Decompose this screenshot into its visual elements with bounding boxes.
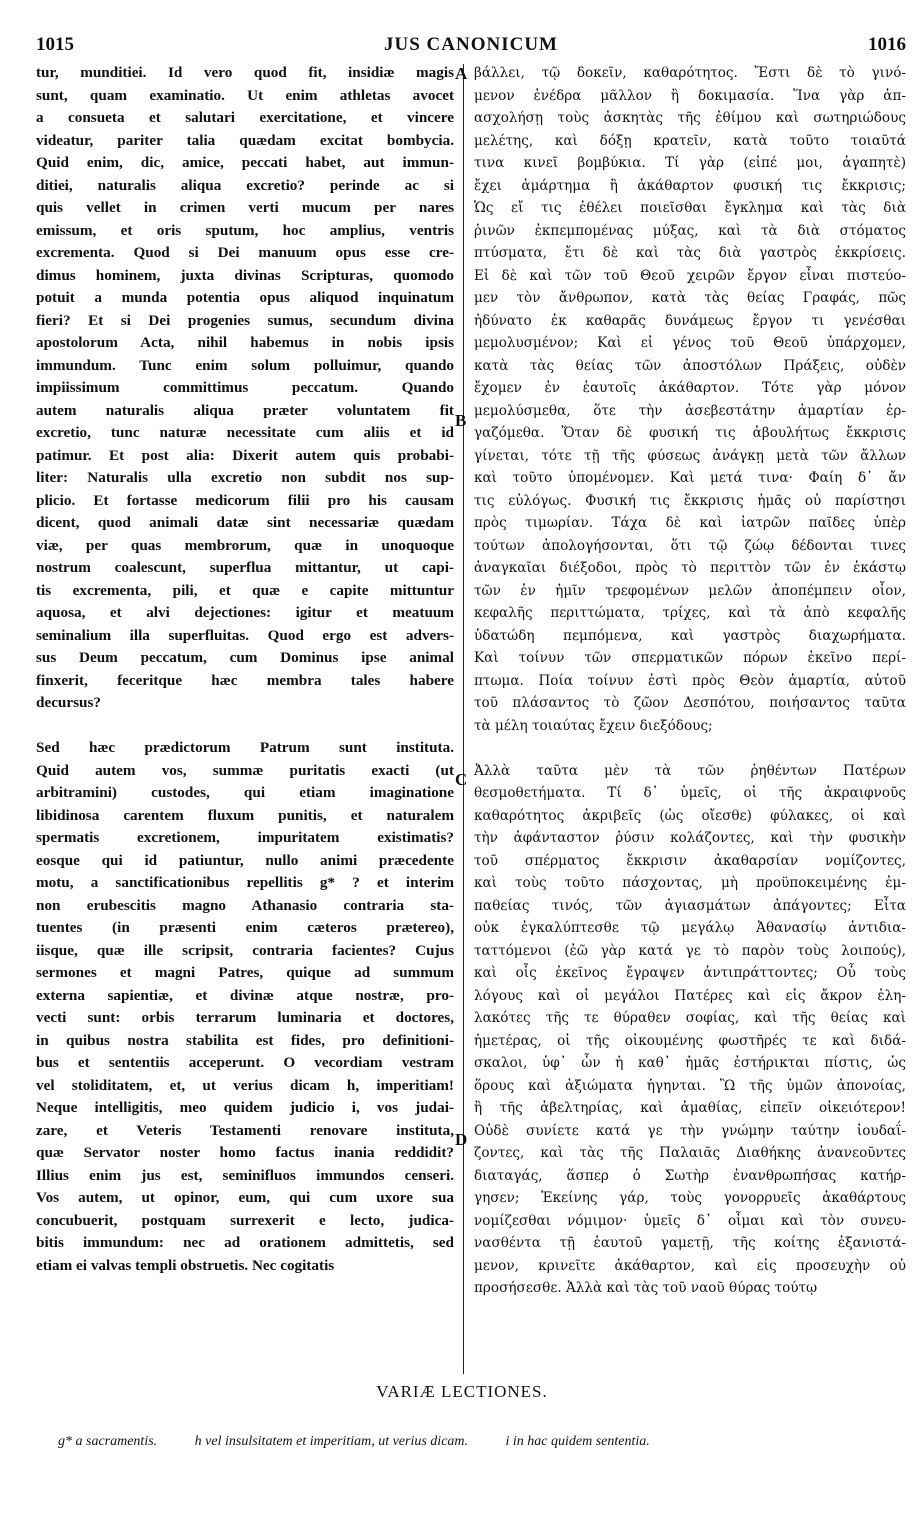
text-line: tur, munditiei. Id vero quod fit, insidiæ magis [36,64,454,81]
variant-note: i in hac quidem sententia. [505,1434,650,1449]
text-line: καὶ τοὺς τοῦτο πάσχοντας, μὴ προϋποκειμένης ἐμ- [474,875,906,891]
variant-note: g* a sacramentis. [58,1434,158,1449]
text-line: παθείας τινός, τῶν ἁγιασμάτων ἀπάγοντες; Εἶτα [474,897,906,914]
latin-paragraph-1 [36,62,454,715]
text-line: iisque, quæ ille scripsit, contraria facientes? Cujus [36,941,454,959]
text-line: quis vellet in crimen verti mucum per nares [36,199,454,216]
text-line: καὶ τοῦτο ὑπομένομεν. Καὶ μετά τινα· Φαίη δ᾽ ἄν [474,470,906,486]
text-line: γησεν; Ἐκείνης γάρ, τοὺς γονορρυεῖς ἀκαθάρτους [474,1190,906,1206]
greek-column [474,62,906,1300]
text-line: excrementa. Quod si Dei manuum opus esse cre- [36,244,454,261]
text-line: μεμολυσμένον; Καὶ εἰ γένος τοῦ Θεοῦ ὑπάρχομεν, [474,335,906,351]
text-line: καθαρότητος ἀκριβεῖς (ὡς οἴεσθε) φύλακες, οἱ καὶ [474,807,906,824]
page-number-right: 1016 [868,34,906,55]
text-line: λακότες τῆς τε θύραθεν σοφίας, καὶ τῆς θείας καὶ [474,1010,906,1026]
text-line: τινα κινεῖ βομβύκια. Τί γὰρ (εἰπέ μοι, ἀγαπητὲ) [474,155,906,171]
text-line: Sed hæc prædictorum Patrum sunt instituta. [36,739,454,756]
column-divider [463,64,464,1374]
section-marker-a: A [455,64,468,83]
text-line: motu, a sanctificationibus repellitis g* ? et interim [36,874,454,891]
text-line: τὴν ἀφάνταστον ῥύσιν κολάζοντες, καὶ τὴν φυσικὴν [474,830,906,846]
text-line: καὶ οἷς ἐκεῖνος ἔγραψεν ἀντιπράττοντες; Οὗ τοὺς [474,965,906,981]
text-line: etiam ei valvas templi obstruetis. Nec cogitatis [36,1256,335,1274]
text-line: ασχολήσῃ τοὺς ἀσκητὰς τῆς ἐθίμου καὶ σωτηριώδους [474,110,906,126]
text-line: ῥινῶν ἐκπεμπομένας μύξας, καὶ τὰ διὰ στόματος [474,222,906,239]
text-line: zare, et Veteris Testamenti renovare instituta, [36,1121,454,1139]
text-line: πρὸς τιμωρίαν. Τάχα δὲ καὶ ἰατρῶν παῖδες ὑπὲρ [474,515,906,531]
text-line: τῶν ἐν ἡμῖν τρεφομένων μελῶν ἀποπέμπειν οἷον, [474,582,906,599]
text-line: emissum, et oris sputum, hoc amplius, ventris [36,221,454,239]
text-line: ditiei, naturalis aliqua excretio? perinde ac si [36,176,454,194]
latin-column [36,62,454,1277]
text-line: bitis immundum: nec ad orationem admittetis, sed [36,1234,454,1251]
text-line: Neque intelligitis, meo quidem judicio i, vos judai- [36,1099,454,1116]
text-line: aquosa, et alvi dejectiones: igitur et meatuum [36,604,454,621]
text-line: ἢ τῆς ἀβελτηρίας, καὶ ἀμαθίας, εἰπεῖν οἰκειότερον! [474,1100,906,1116]
text-line: προσήσεσθε. Ἀλλὰ καὶ τὰς τοῦ ναοῦ θύρας τούτῳ [474,1280,818,1296]
latin-paragraph-2 [36,737,454,1277]
text-line: apostolorum Acta, nihil habemus in nobis ipsis [36,334,454,351]
text-line: a consueta et salutari exercitatione, et vincere [36,109,454,126]
text-line: τοῦ σπέρματος ἔκκρισιν ἀκαθαρσίαν νομίζοντες, [474,852,906,869]
text-line: γαζόμεθα. Ὅταν δὲ φυσική τις ἀβουλήτως ἔκκρισις [474,425,906,441]
text-line: τοῦ πλάσαντος τὸ ζῶον Δεσπότου, ποιήσαντος ταῦτα [474,695,906,711]
text-line: σκαλοι, ὑφ᾽ ὧν ἡ καθ᾽ ἡμᾶς ἐστήρικται πίστις, ὡς [474,1055,906,1071]
text-line: νασθέντα τῇ ἑαυτοῦ γαμετῇ, τῆς κοίτης ἐξανιστά- [474,1235,906,1251]
text-line: sermones et magni Patres, quique ad summum [36,964,454,981]
text-line: Vos autem, ut opinor, eum, qui cum uxore sua [36,1189,454,1206]
text-line: βάλλει, τῷ δοκεῖν, καθαρότητος. Ἔστι δὲ τὸ γινό- [474,65,906,81]
text-line: Ἀλλὰ ταῦτα μὲν τὰ τῶν ῥηθέντων Πατέρων [474,762,906,779]
section-marker-c: C [455,770,468,789]
running-header [36,34,906,58]
text-line: μενον, κρινεῖτε ἀκάθαρτον, καὶ εἰς προσευχὴν οὐ [474,1257,906,1274]
text-line: κατὰ τὰς θείας τῶν ἀποστόλων Πράξεις, οὐδὲν [474,357,906,374]
running-title: JUS CANONICUM [384,34,558,55]
text-line: οὐκ ἐγκαλύπτεσθε τῷ μεγάλῳ Ἀθανασίῳ ἀντιδια- [474,920,906,936]
text-line: in quibus nostra stabilita est fides, pro definitioni- [36,1031,454,1049]
text-line: τὰ μέλη τοιαύτας ἔχειν διεξόδους; [474,717,713,734]
text-line: ἔχομεν ἐν ἑαυτοῖς ἀκάθαρτον. Τότε γὰρ μόνον [474,380,906,396]
greek-paragraph-2 [474,760,906,1300]
text-line: decursus? [36,694,101,711]
text-line: sus Deum peccatum, cum Dominus ipse animal [36,649,454,666]
text-line: Quid enim, dic, amice, peccati habet, aut immun- [36,154,454,171]
text-line: plicio. Et fortasse medicorum filii pro his causam [36,491,454,509]
text-line: autem naturalis aliqua præter voluntatem fit [36,401,454,419]
text-line: fieri? Et si Dei progenies sumus, secundum divina [36,311,454,329]
text-line: libidinosa carentem fluxum punitis, et naturalem [36,806,454,824]
text-line: immundum. Tunc enim solum polluimur, quando [36,356,454,374]
text-line: Καὶ τοίνυν τῶν σπερματικῶν πόρων ἐκεῖνο περί- [474,650,906,666]
text-line: bus et sententiis acceperunt. O vecordiam vestram [36,1054,454,1071]
text-line: μεμολύσμεθα, ὅτε τὴν ἀσεβεστάτην ἁμαρτίαν ἐρ- [474,402,906,419]
text-line: μενον ἐνέδρα μᾶλλον ἢ δοκιμασία. Ἵνα γὰρ ἀπ- [474,87,906,104]
text-line: finxerit, feceritque hæc membra tales habere [36,671,454,689]
text-line: liter: Naturalis ulla excretio non subdit nos sup- [36,469,454,486]
text-line: ὅρους καὶ ἀξιώματα ἡγηνται. Ὢ τῆς ὑμῶν ἀπονοίας, [474,1077,906,1094]
text-line: seminalium illa superfluitas. Quod ergo est advers- [36,626,454,644]
text-line: vecti sunt: orbis terrarum luminaria et doctores, [36,1009,454,1026]
text-line: διαταγάς, ἅσπερ ὁ Σωτὴρ ἐνανθρωπήσας κατήρ- [474,1167,906,1184]
text-line: μεν τὸν ἄνθρωπον, κατὰ τὰς θείας Γραφάς, πῶς [474,290,906,306]
text-line: tuentes (in præsenti enim cæteros prætereo), [36,919,454,936]
section-marker-d: D [455,1130,468,1149]
text-line: Οὐδὲ συνίετε κατά γε τὴν γνώμην ταύτην ἰουδαΐ- [474,1122,906,1139]
text-line: sunt, quam examinatio. Ut enim athletas avocet [36,86,454,104]
text-line: eosque qui id patiuntur, nullo animi præcedente [36,851,454,869]
variae-lectiones-notes [58,1434,884,1450]
text-line: excretio, tunc naturæ necessitate cum aliis et id [36,424,454,441]
text-line: nostrum coalescunt, superflua mittantur, ut capi- [36,559,454,576]
text-line: Quid autem vos, summæ puritatis exacti (ut [36,761,454,779]
text-line: θεσμοθετήματα. Τί δ᾽ ὑμεῖς, οἱ τῆς ἀκραιφνοῦς [474,785,906,801]
text-line: ὑδατώδη πεμπόμενα, καὶ γαστρὸς διαχωρήματα. [474,627,906,644]
page-number-left: 1015 [36,34,74,55]
section-marker-b: B [455,411,467,430]
text-line: videatur, pariter talia quædam excitat bombycia. [36,131,454,149]
text-line: Ὡς εἴ τις ἐθέλει ποιεῖσθαι ἔγκλημα καὶ τὰς διὰ [474,200,906,216]
text-line: concubuerit, postquam surrexerit e lecto, judica- [36,1211,454,1229]
text-line: πτύσματα, ἔτι δὲ καὶ τὰς διὰ γαστρὸς ἐκκρίσεις. [474,245,906,261]
greek-paragraph-1 [474,62,906,737]
text-line: τις εὐλόγως. Φυσική τις ἔκκρισις ἡμᾶς οὐ παρίστησι [474,492,906,509]
text-line: impiissimum committimus peccatum. Quando [36,379,454,396]
text-line: πτωμα. Ποία τοίνυν ἐστὶ πρὸς Θεὸν ἁμαρτία, αὐτοῦ [474,672,906,689]
text-line: patimur. Et post alia: Dixerit autem quis probabi- [36,446,454,464]
text-line: vel stoliditatem, et, ut verius dicam h, imperitiam! [36,1076,454,1094]
text-line: potuit a munda potentia opus aliquod inquinatum [36,289,454,306]
text-line: κεφαλῆς περιττώματα, τρίχες, καὶ τὰ ἀπὸ κεφαλῆς [474,605,906,621]
text-line: Εἰ δὲ καὶ τῶν τοῦ Θεοῦ χειρῶν ἔργον εἶναι πιστεύο- [474,267,906,284]
text-line: quæ Servator noster homo factus inania reddidit? [36,1144,454,1161]
text-line: τούτων ἀπολογήσονται, ὅτι τῷ ζώῳ δέδονται τινες [474,537,906,554]
text-line: ἡμετέρας, οἱ τῆς οἰκουμένης φωστῆρές τε καὶ διδά- [474,1032,906,1049]
text-line: externa sapientiæ, et divinæ atque nostræ, pro- [36,986,454,1004]
text-line: λόγους καὶ οἱ μεγάλοι Πατέρες καὶ εἰς ἄκρον ἐλη- [474,987,906,1004]
text-line: ἠδύνατο ἐκ καθαρᾶς δυνάμεως ἔργον τι γενέσθαι [474,312,906,329]
text-line: γίνεται, τότε τῇ τῆς φύσεως ἀνάγκῃ μετὰ τῶν ἄλλων [474,447,906,464]
text-line: dimus hominem, juxta divinas Scripturas, quomodo [36,266,454,284]
variant-note: h vel insulsitatem et imperitiam, ut verius dicam. [194,1434,469,1449]
text-line: μελέτης, καὶ δόξῃ κρατεῖν, κατὰ τοῦτο τοιαῦτά [474,132,906,149]
text-line: ταττόμενοι (ἐῶ γὰρ κατά γε τὸ παρὸν τοὺς λοιπούς), [474,942,906,959]
text-line: spermatis excretionem, impuritatem existimatis? [36,829,454,846]
text-line: Illius enim jus est, seminifluos immundos censeri. [36,1166,454,1184]
text-line: ἔχει ἁμάρτημα ἢ ἀκάθαρτον φυσική τις ἔκκρισις; [474,177,906,194]
text-line: νομίζεσθαι νόμιμον· ὑμεῖς δ᾽ οἶμαι καὶ τὸν συνευ- [474,1212,906,1229]
variae-lectiones-title: VARIÆ LECTIONES. [376,1382,548,1401]
text-line: arbitramini) custodes, qui etiam imaginatione [36,784,454,801]
text-line: ἀναγκαῖαι διέξοδοι, πρὸς τὸ περιττὸν τῶν ἐν ἑκάστῳ [474,560,906,576]
text-line: tis excrementa, pili, et quæ e capite mittuntur [36,581,454,599]
text-line: non erubescitis magno Athanasio contraria sta- [36,896,454,914]
text-line: viæ, per quas membrorum, quæ in unoquoque [36,536,454,554]
text-line: ζοντες, καὶ τὰς τῆς Παλαιᾶς Διαθήκης ἀνανεοῦντες [474,1145,906,1161]
text-line: dicent, quod animali datæ sint necessariæ quædam [36,514,454,531]
